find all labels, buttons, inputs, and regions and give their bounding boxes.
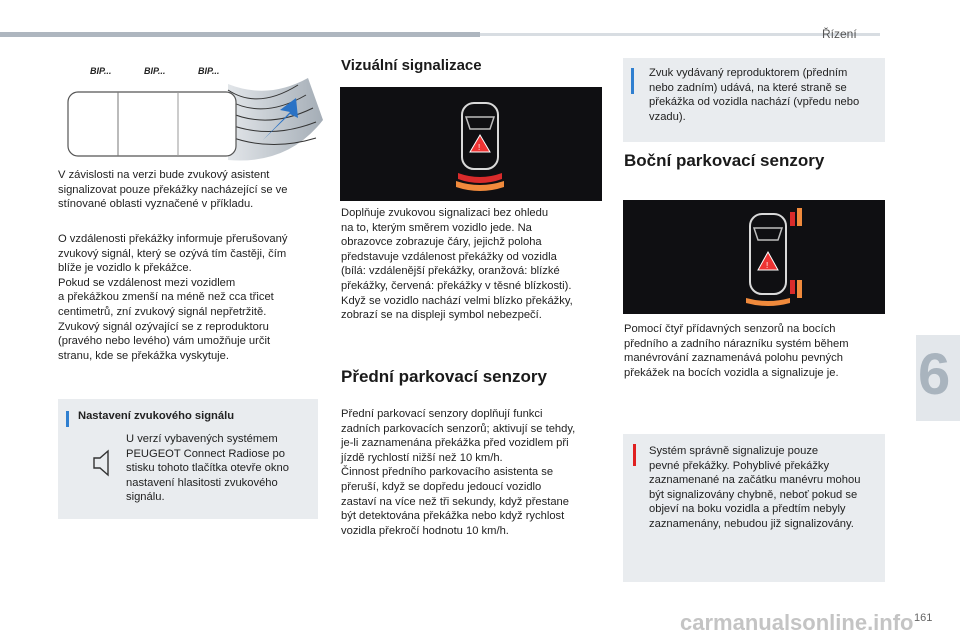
- col3-paragraph-1: Pomocí čtyř přídavných senzorů na bocích předního a zadního nárazníku systém během manévrování zaznamenává polohu pevných překážek na bocích vozidla a signalizuje je.: [624, 323, 849, 379]
- info-box-speaker-text: Zvuk vydávaný reproduktorem (předním nebo zadním) udává, na které straně se překážka od vozidla nachází (vpředu nebo vzadu).: [649, 67, 860, 123]
- info-box-sound-settings: [58, 399, 318, 519]
- watermark: carmanualsonline.info: [680, 610, 914, 635]
- exclamation-icon: [633, 444, 636, 466]
- warning-box: [623, 434, 885, 582]
- beep-1: BIP...: [90, 66, 112, 76]
- rear-sensor-display: [340, 87, 602, 201]
- chapter-tab: [916, 335, 960, 421]
- header-bar: [0, 32, 480, 37]
- col1-paragraph-1: V závislosti na verzi bude zvukový asistent signalizovat pouze překážky nacházející se ve stínované oblasti vyznačené v příkladu.: [58, 169, 288, 211]
- speaker-icon: [92, 449, 116, 477]
- car-top-view: [440, 97, 520, 197]
- info-box-title: Nastavení zvukového signálu: [78, 410, 235, 422]
- col2-paragraph-1: Doplňuje zvukovou signalizaci bez ohledu na to, kterým směrem vozidlo jede. Na obrazovce zobrazuje čáry, jejichž poloha představuje vzdálenost překážky od vozidla (bílá: vzdálenější překážky, oranžová: blízké překážky, červená: překážky v těsné blízkosti). Když se vozidlo nachází velmi blízko překážky, zobrazí se na displeji symbol nebezpečí.: [341, 207, 573, 322]
- car-top-view-side: [728, 204, 808, 310]
- col1-paragraph-2: O vzdálenosti překážky informuje přerušovaný zvukový signál, který se ozývá tím častěji, čím blíže je vozidlo k překážce. Pokud se vzdálenost mezi vozidlem a překážkou zmenší na méně než cca třicet centimetrů, zní zvukový signál nepřetržitě. Zvukový signál ozývající se z reproduktoru (pravého nebo levého) vám umožňuje určit stranu, kde se překážka vyskytuje.: [58, 233, 288, 362]
- section-title: Řízení: [822, 27, 857, 41]
- info-icon: [631, 68, 634, 94]
- info-icon: [66, 411, 69, 427]
- heading-front-sensors: Přední parkovací senzory: [341, 367, 547, 386]
- beep-3: BIP...: [198, 66, 220, 76]
- svg-text:!: !: [766, 261, 769, 270]
- heading-visual-signal: Vizuální signalizace: [341, 57, 482, 74]
- header-bar-right: [480, 33, 880, 36]
- svg-text:!: !: [478, 143, 481, 152]
- side-sensor-display: [623, 200, 885, 314]
- beep-2: BIP...: [144, 66, 166, 76]
- chapter-number: 6: [918, 342, 951, 407]
- page-number: 161: [914, 612, 933, 624]
- info-box-text: U verzí vybavených systémem PEUGEOT Connect Radiose po stisku tohoto tlačítka otevře okno nastavení hlasitosti zvukového signálu.: [126, 433, 289, 504]
- heading-side-sensors: Boční parkovací senzory: [624, 151, 825, 170]
- parking-illustration: [58, 60, 323, 165]
- warning-text: Systém správně signalizuje pouze pevné překážky. Pohyblivé překážky zaznamenané na začátku manévru mohou být signalizovány chybně, neboť pokud se objeví na boku vozidla a předtím nebyly zaznamenány, nebudou již signalizovány.: [649, 445, 861, 530]
- info-box-speaker: [623, 58, 885, 142]
- col2-paragraph-2: Přední parkovací senzory doplňují funkci zadních parkovacích senzorů; aktivují se tehdy, je-li zaznamenána překážka před vozidlem při jízdě rychlostí nižší než 10 km/h. Činnost předního parkovacího asistenta se přeruší, když se dopředu jedoucí vozidlo zastaví na více než tři sekundy, když přestane být detektována překážka nebo když rychlost vozidla překročí hodnotu 10 km/h.: [341, 408, 576, 537]
